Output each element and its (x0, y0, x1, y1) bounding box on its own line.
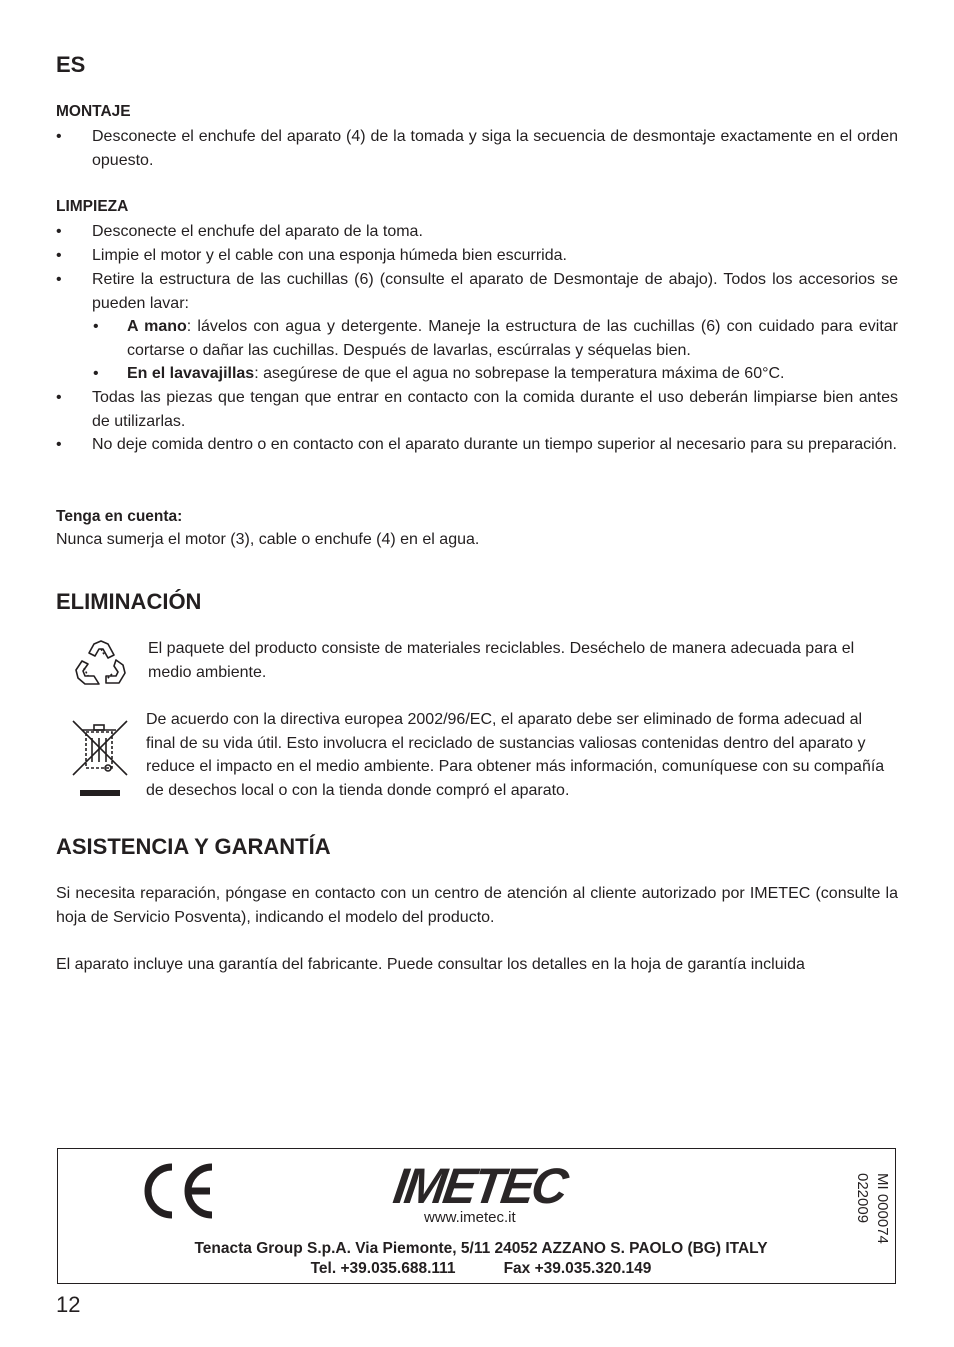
weee-bin-icon (70, 718, 130, 805)
telephone: Tel. +39.035.688.111 (310, 1260, 456, 1277)
limpieza-sub-1 (127, 315, 898, 362)
eliminacion-heading: ELIMINACIÓN (56, 589, 202, 614)
note-heading: Tenga en cuenta: (56, 508, 183, 525)
limpieza-sub-2 (127, 362, 898, 386)
note-text: Nunca sumerja el motor (3), cable o enchufe (4) en el agua. (56, 531, 480, 548)
sub-2-label: En el lavavajillas (127, 365, 255, 382)
code-line-1: MI 000074 (874, 1173, 891, 1244)
montaje-item-1: Desconecte el enchufe del aparato (4) de la tomada y siga la secuencia de desmontaje exactamente en el orden opuesto. (92, 128, 898, 169)
bullet: • (56, 389, 62, 406)
limpieza-heading: LIMPIEZA (56, 198, 129, 215)
limpieza-item-2: Limpie el motor y el cable con una esponja húmeda bien escurrida. (92, 247, 567, 264)
sub-1-text: : lávelos con agua y detergente. Maneje la estructura de las cuchillas (6) con cuidado para evitar cortarse o dañar las cuchillas. Después de lavarlas, escúrralas y séquelas bien. (127, 318, 899, 359)
document-code (844, 1173, 892, 1273)
website-url: www.imetec.it (424, 1209, 516, 1226)
page-number: 12 (56, 1292, 81, 1317)
bullet: • (56, 436, 62, 453)
montaje-heading: MONTAJE (56, 103, 131, 120)
address-line: Tenacta Group S.p.A. Via Piemonte, 5/11 24052 AZZANO S. PAOLO (BG) ITALY (194, 1240, 768, 1257)
limpieza-item-3: Retire la estructura de las cuchillas (6) (consulte el aparato de Desmontaje de abajo). Todos los accesorios se pueden lavar: (92, 271, 898, 312)
bullet: • (56, 128, 62, 145)
language-code: ES (56, 52, 86, 77)
bullet: • (93, 365, 99, 382)
footer-box (57, 1148, 896, 1284)
code-line-2: 022009 (854, 1173, 871, 1224)
limpieza-item-1: Desconecte el enchufe del aparato de la toma. (92, 223, 423, 240)
bullet: • (93, 318, 99, 335)
asistencia-paragraph-1: Si necesita reparación, póngase en contacto con un centro de atención al cliente autorizado por IMETEC (consulte la hoja de Servicio Posventa), indicando el modelo del producto. (56, 885, 898, 926)
recycle-text: El paquete del producto consiste de materiales reciclables. Deséchelo de manera adecuada para el medio ambiente. (148, 640, 855, 681)
bullet: • (56, 271, 62, 288)
bullet: • (56, 223, 62, 240)
company-address (141, 1239, 821, 1279)
weee-text: De acuerdo con la directiva europea 2002/96/EC, el aparato debe ser eliminado de forma adecuad al final de su vida útil. Esto involucra el reciclado de sustancias valiosas contenidas dentro del aparato y reduce el impacto en el medio ambiente. Para obtener más información, comuníquese con su compañía de desechos local o con la tienda donde compró el aparato. (146, 711, 885, 800)
sub-1-label: A mano (127, 318, 187, 335)
asistencia-heading: ASISTENCIA Y GARANTÍA (56, 834, 331, 859)
asistencia-paragraph-2: El aparato incluye una garantía del fabricante. Puede consultar los detalles en la hoja de garantía incluida (56, 956, 805, 973)
contact-line (141, 1259, 821, 1279)
fax: Fax +39.035.320.149 (503, 1260, 652, 1277)
sub-2-text: : asegúrese de que el agua no sobrepase la temperatura máxima de 60°C. (254, 365, 785, 382)
ce-mark-icon (138, 1161, 218, 1226)
recycle-icon (72, 638, 130, 695)
limpieza-item-4: Todas las piezas que tengan que entrar en contacto con la comida durante el uso deberán limpiarse bien antes de utilizarlas. (92, 389, 898, 430)
limpieza-item-5: No deje comida dentro o en contacto con el aparato durante un tiempo superior al necesario para su preparación. (92, 436, 897, 453)
bullet: • (56, 247, 62, 264)
imetec-logo: IMETEC (390, 1158, 569, 1214)
